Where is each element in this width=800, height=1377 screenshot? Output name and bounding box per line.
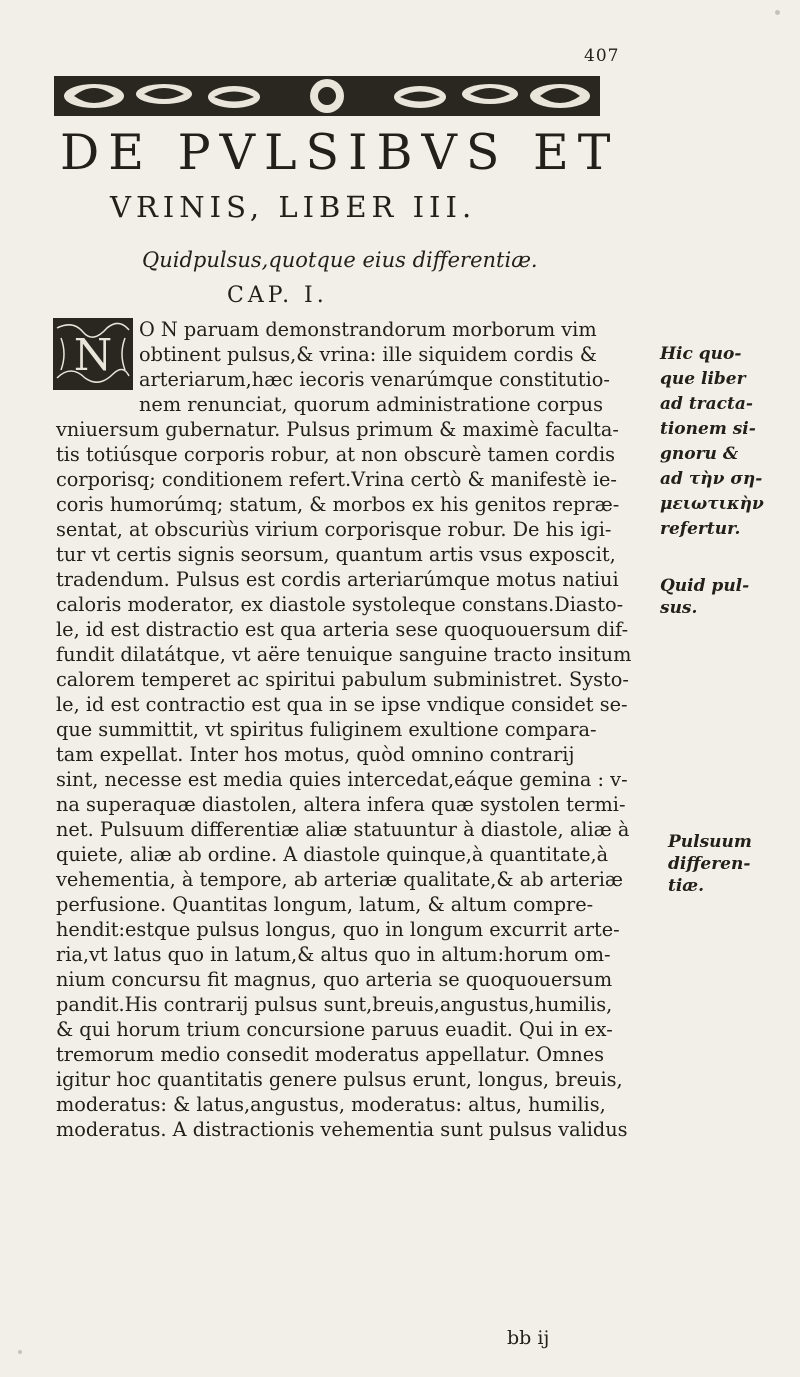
text-line: & qui horum trium concursione paruus euadit. Qui in ex- [56,1018,613,1041]
initial-letter-glyph: N [73,330,113,381]
ink-speck [18,1350,22,1354]
title-line-1: DE PVLSIBVS ET [60,124,620,181]
ink-speck [775,10,780,15]
text-line: igitur hoc quantitatis genere pulsus erunt, longus, breuis, [56,1068,623,1091]
text-line: tradendum. Pulsus est cordis arteriarúmque motus natiui [56,568,619,591]
text-line: corporisq; conditionem refert.Vrina certò & manifestè ie- [56,468,617,491]
text-line: tam expellat. Inter hos motus, quòd omnino contrarij [56,743,575,766]
text-line: moderatus: & latus,angustus, moderatus: altus, humilis, [56,1093,606,1116]
margin-note: tiæ. [668,876,705,896]
margin-note: Hic quo- [660,344,742,364]
margin-note: que liber [660,369,746,389]
text-line: obtinent pulsus,& vrina: ille siquidem cordis & [139,343,597,366]
margin-note: ad tracta- [660,394,753,414]
text-line: fundit dilatátque, vt aëre tenuique sanguine tracto insitum [56,643,632,666]
text-line: le, id est contractio est qua in se ipse vndique considet se- [56,693,628,716]
text-line: hendit:estque pulsus longus, quo in longum excurrit arte- [56,918,620,941]
text-line: quiete, aliæ ab ordine. A diastole quinque,à quantitate,à [56,843,609,866]
chapter-heading: CAP. I. [227,283,328,308]
text-line: caloris moderator, ex diastole systoleque constans.Diasto- [56,593,624,616]
text-line: tur vt certis signis seorsum, quantum artis vsus exposcit, [56,543,616,566]
margin-note: Pulsuum [668,832,752,852]
margin-note: gnoru & [660,444,739,464]
margin-note: refertur. [660,519,741,539]
text-line: nem renunciat, quorum administratione corpus [139,393,603,416]
text-line: pandit.His contrarij pulsus sunt,breuis,angustus,humilis, [56,993,613,1016]
text-line: tremorum medio consedit moderatus appellatur. Omnes [56,1043,605,1066]
text-line: sentat, at obscuriùs virium corporisque robur. De his igi- [56,518,612,541]
margin-note: μειωτικὴν [660,494,764,514]
text-line: moderatus. A distractionis vehementia sunt pulsus validus [56,1118,628,1141]
text-line: vehementia, à tempore, ab arteriæ qualitate,& ab arteriæ [56,868,624,891]
text-line: nium concursu fit magnus, quo arteria se quoquouersum [56,968,613,991]
decorated-initial [53,318,133,390]
headpiece-ornament [54,70,600,122]
text-line: le, id est distractio est qua arteria sese quoquouersum dif- [56,618,629,641]
text-line: O N paruam demonstrandorum morborum vim [139,318,597,341]
margin-note: differen- [668,854,751,874]
text-line: net. Pulsuum differentiæ aliæ statuuntur à diastole, aliæ à [56,818,630,841]
text-line: na superaquæ diastolen, altera infera quæ systolen termi- [56,793,626,816]
text-line: vniuersum gubernatur. Pulsus primum & maximè faculta- [56,418,619,441]
text-line: perfusione. Quantitas longum, latum, & altum compre- [56,893,594,916]
margin-note: tionem si- [660,419,756,439]
text-line: ria,vt latus quo in latum,& altus quo in altum:horum om- [56,943,611,966]
text-line: coris humorúmq; statum, & morbos ex his genitos repræ- [56,493,620,516]
catchword: bb ij [507,1327,550,1349]
margin-note: Quid pul- [660,576,750,596]
chapter-subtitle: Quidpulsus,quotque eius differentiæ. [142,248,538,272]
title-line-2: VRINIS, LIBER III. [110,190,477,224]
text-line: calorem temperet ac spiritui pabulum subministret. Systo- [56,668,629,691]
text-line: arteriarum,hæc iecoris venarúmque constitutio- [139,368,610,391]
page-number: 407 [584,46,620,66]
text-line: que summittit, vt spiritus fuliginem exultione compara- [56,718,597,741]
text-line: tis totiúsque corporis robur, at non obscurè tamen cordis [56,443,616,466]
text-line: sint, necesse est media quies intercedat,eáque gemina : v- [56,768,628,791]
margin-note: ad τὴν ση- [660,469,763,489]
margin-note: sus. [660,598,698,618]
